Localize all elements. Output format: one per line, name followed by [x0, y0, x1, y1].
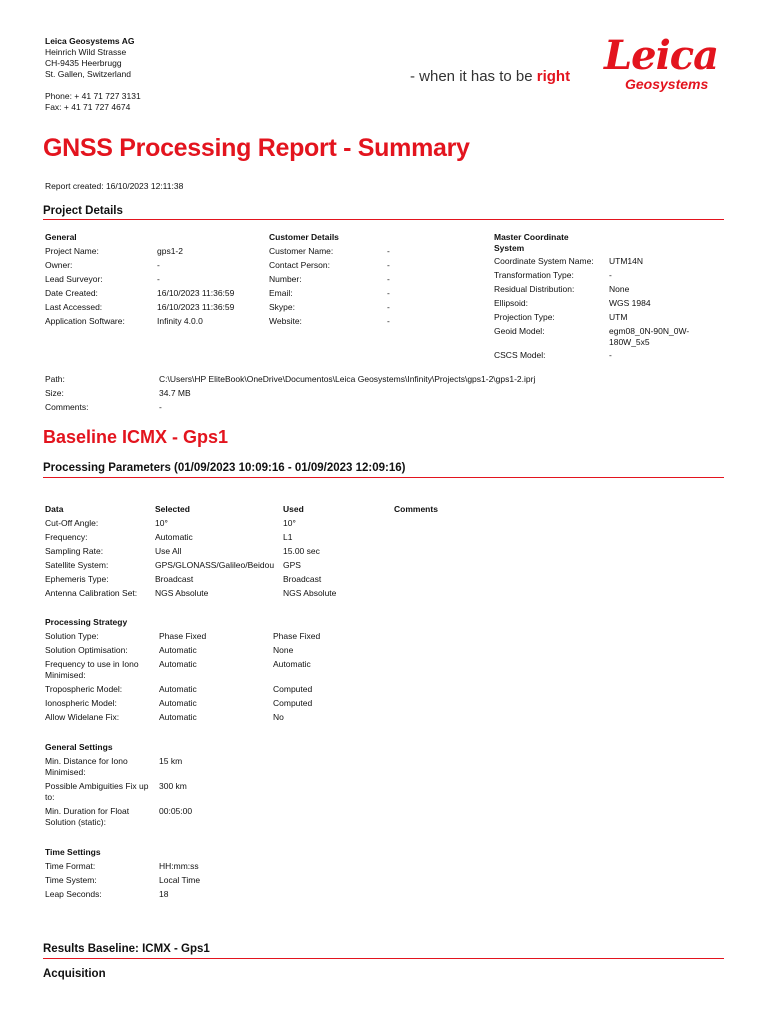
strategy-row-selected: Automatic [159, 659, 197, 669]
customer-row-value: - [387, 316, 390, 326]
general-settings-row-label: Min. Distance for Iono Minimised: [45, 756, 128, 777]
strategy-row-label: Ionospheric Model: [45, 698, 117, 708]
data-row-used: NGS Absolute [283, 588, 337, 598]
strategy-row-selected: Automatic [159, 645, 197, 655]
master-row-label: Projection Type: [494, 312, 555, 322]
data-row-used: 15.00 sec [283, 546, 320, 556]
master-row-label: Coordinate System Name: [494, 256, 594, 266]
customer-row-label: Website: [269, 316, 302, 326]
company-street: Heinrich Wild Strasse [45, 47, 127, 57]
data-row-used: GPS [283, 560, 301, 570]
general-row-value: 16/10/2023 11:36:59 [157, 288, 235, 298]
customer-row-value: - [387, 274, 390, 284]
path-label: Path: [45, 374, 65, 384]
general-settings-row-value: 15 km [159, 756, 183, 766]
time-settings-row-value: HH:mm:ss [159, 861, 199, 871]
customer-row-value: - [387, 260, 390, 270]
strategy-row-used: Computed [273, 698, 313, 708]
customer-row-label: Skype: [269, 302, 295, 312]
customer-heading: Customer Details [269, 232, 339, 242]
strategy-heading: Processing Strategy [45, 617, 128, 627]
data-row-label: Antenna Calibration Set: [45, 588, 138, 598]
strategy-row-used: No [273, 712, 284, 722]
general-row-value: - [157, 274, 160, 284]
results-heading: Results Baseline: ICMX - Gps1 [43, 943, 210, 955]
master-heading: Master Coordinate System [494, 232, 569, 253]
time-settings-row-label: Leap Seconds: [45, 889, 102, 899]
tagline [410, 68, 570, 85]
customer-row-value: - [387, 302, 390, 312]
col-header-comments: Comments [394, 504, 438, 514]
report-created: Report created: 16/10/2023 12:11:38 [45, 181, 184, 191]
strategy-row-label: Tropospheric Model: [45, 684, 123, 694]
data-row-selected: Broadcast [155, 574, 194, 584]
general-settings-row-value: 00:05:00 [159, 806, 193, 816]
data-row-selected: Use All [155, 546, 182, 556]
general-settings-row-label: Possible Ambiguities Fix up to: [45, 781, 149, 802]
master-row-label: Geoid Model: [494, 326, 545, 336]
master-row-label: Ellipsoid: [494, 298, 529, 308]
general-row-value: gps1-2 [157, 246, 183, 256]
time-settings-row-label: Time Format: [45, 861, 96, 871]
time-settings-heading: Time Settings [45, 847, 101, 857]
master-row-label: Residual Distribution: [494, 284, 575, 294]
general-row-label: Lead Surveyor: [45, 274, 103, 284]
acquisition-heading: Acquisition [43, 968, 106, 980]
comments-label: Comments: [45, 402, 89, 412]
strategy-row-selected: Automatic [159, 698, 197, 708]
general-row-label: Last Accessed: [45, 302, 103, 312]
strategy-row-selected: Phase Fixed [159, 631, 207, 641]
tagline-emphasis: right [536, 68, 571, 85]
data-row-selected: 10° [155, 518, 168, 528]
master-row-value: UTM14N [609, 256, 644, 266]
strategy-row-used: Computed [273, 684, 313, 694]
tagline-prefix: - when it has to be [410, 68, 537, 85]
size-value: 34.7 MB [159, 388, 191, 398]
strategy-row-label: Solution Type: [45, 631, 99, 641]
time-settings-row-value: 18 [159, 889, 169, 899]
company-region: St. Gallen, Switzerland [45, 69, 131, 79]
customer-row-label: Number: [269, 274, 302, 284]
customer-row-value: - [387, 288, 390, 298]
data-row-label: Satellite System: [45, 560, 109, 570]
general-settings-row-value: 300 km [159, 781, 187, 791]
general-settings-row-label: Min. Duration for Float Solution (static): [45, 806, 130, 827]
data-row-used: L1 [283, 532, 293, 542]
col-header-selected: Selected [155, 504, 190, 514]
master-row-value: WGS 1984 [609, 298, 651, 308]
col-header-used: Used [283, 504, 304, 514]
logo-wordmark: Leica [604, 32, 719, 79]
section-rule [43, 219, 724, 220]
company-name: Leica Geosystems AG [45, 36, 135, 46]
data-row-label: Ephemeris Type: [45, 574, 109, 584]
processing-params-heading: Processing Parameters (01/09/2023 10:09:16 - 01/09/2023 12:09:16) [43, 462, 406, 474]
master-row-label: CSCS Model: [494, 350, 546, 360]
time-settings-row-value: Local Time [159, 875, 201, 885]
general-heading: General [45, 232, 77, 242]
master-row-label: Transformation Type: [494, 270, 574, 280]
data-row-used: 10° [283, 518, 296, 528]
section-rule [43, 477, 724, 478]
strategy-row-used: Phase Fixed [273, 631, 321, 641]
customer-row-label: Customer Name: [269, 246, 334, 256]
strategy-row-selected: Automatic [159, 684, 197, 694]
general-row-value: 16/10/2023 11:36:59 [157, 302, 235, 312]
customer-row-value: - [387, 246, 390, 256]
col-header-data: Data [45, 504, 64, 514]
company-phone: Phone: + 41 71 727 3131 [45, 91, 141, 101]
data-row-label: Cut-Off Angle: [45, 518, 99, 528]
general-settings-heading: General Settings [45, 742, 113, 752]
general-row-label: Owner: [45, 260, 73, 270]
general-row-label: Date Created: [45, 288, 98, 298]
general-row-label: Application Software: [45, 316, 125, 326]
customer-row-label: Email: [269, 288, 293, 298]
general-row-label: Project Name: [45, 246, 99, 256]
logo-subtitle: Geosystems [625, 76, 709, 92]
company-address [45, 36, 141, 113]
company-fax: Fax: + 41 71 727 4674 [45, 102, 131, 112]
general-row-value: - [157, 260, 160, 270]
time-settings-row-label: Time System: [45, 875, 97, 885]
path-value: C:\Users\HP EliteBook\OneDrive\Documentos\Leica Geosystems\Infinity\Projects\gps1-2\gps1-2.iprj [159, 374, 536, 384]
leica-logo [604, 34, 729, 114]
master-row-value: - [609, 270, 612, 280]
customer-row-label: Contact Person: [269, 260, 330, 270]
data-row-used: Broadcast [283, 574, 322, 584]
strategy-row-selected: Automatic [159, 712, 197, 722]
data-row-selected: Automatic [155, 532, 193, 542]
general-row-value: Infinity 4.0.0 [157, 316, 203, 326]
page-title: GNSS Processing Report - Summary [43, 134, 470, 162]
strategy-row-used: None [273, 645, 294, 655]
baseline-heading: Baseline ICMX - Gps1 [43, 427, 229, 447]
strategy-row-label: Frequency to use in Iono Minimised: [45, 659, 139, 680]
comments-value: - [159, 402, 162, 412]
project-details-heading: Project Details [43, 205, 123, 217]
strategy-row-used: Automatic [273, 659, 311, 669]
master-row-value: None [609, 284, 630, 294]
section-rule [43, 958, 724, 959]
strategy-row-label: Solution Optimisation: [45, 645, 128, 655]
master-row-value: UTM [609, 312, 628, 322]
strategy-row-label: Allow Widelane Fix: [45, 712, 120, 722]
data-row-label: Sampling Rate: [45, 546, 104, 556]
data-row-selected: GPS/GLONASS/Galileo/Beidou [155, 560, 275, 570]
master-row-value: - [609, 350, 612, 360]
data-row-label: Frequency: [45, 532, 88, 542]
data-row-selected: NGS Absolute [155, 588, 209, 598]
size-label: Size: [45, 388, 64, 398]
company-city: CH-9435 Heerbrugg [45, 58, 122, 68]
master-row-value: egm08_0N-90N_0W-180W_5x5 [609, 326, 690, 347]
